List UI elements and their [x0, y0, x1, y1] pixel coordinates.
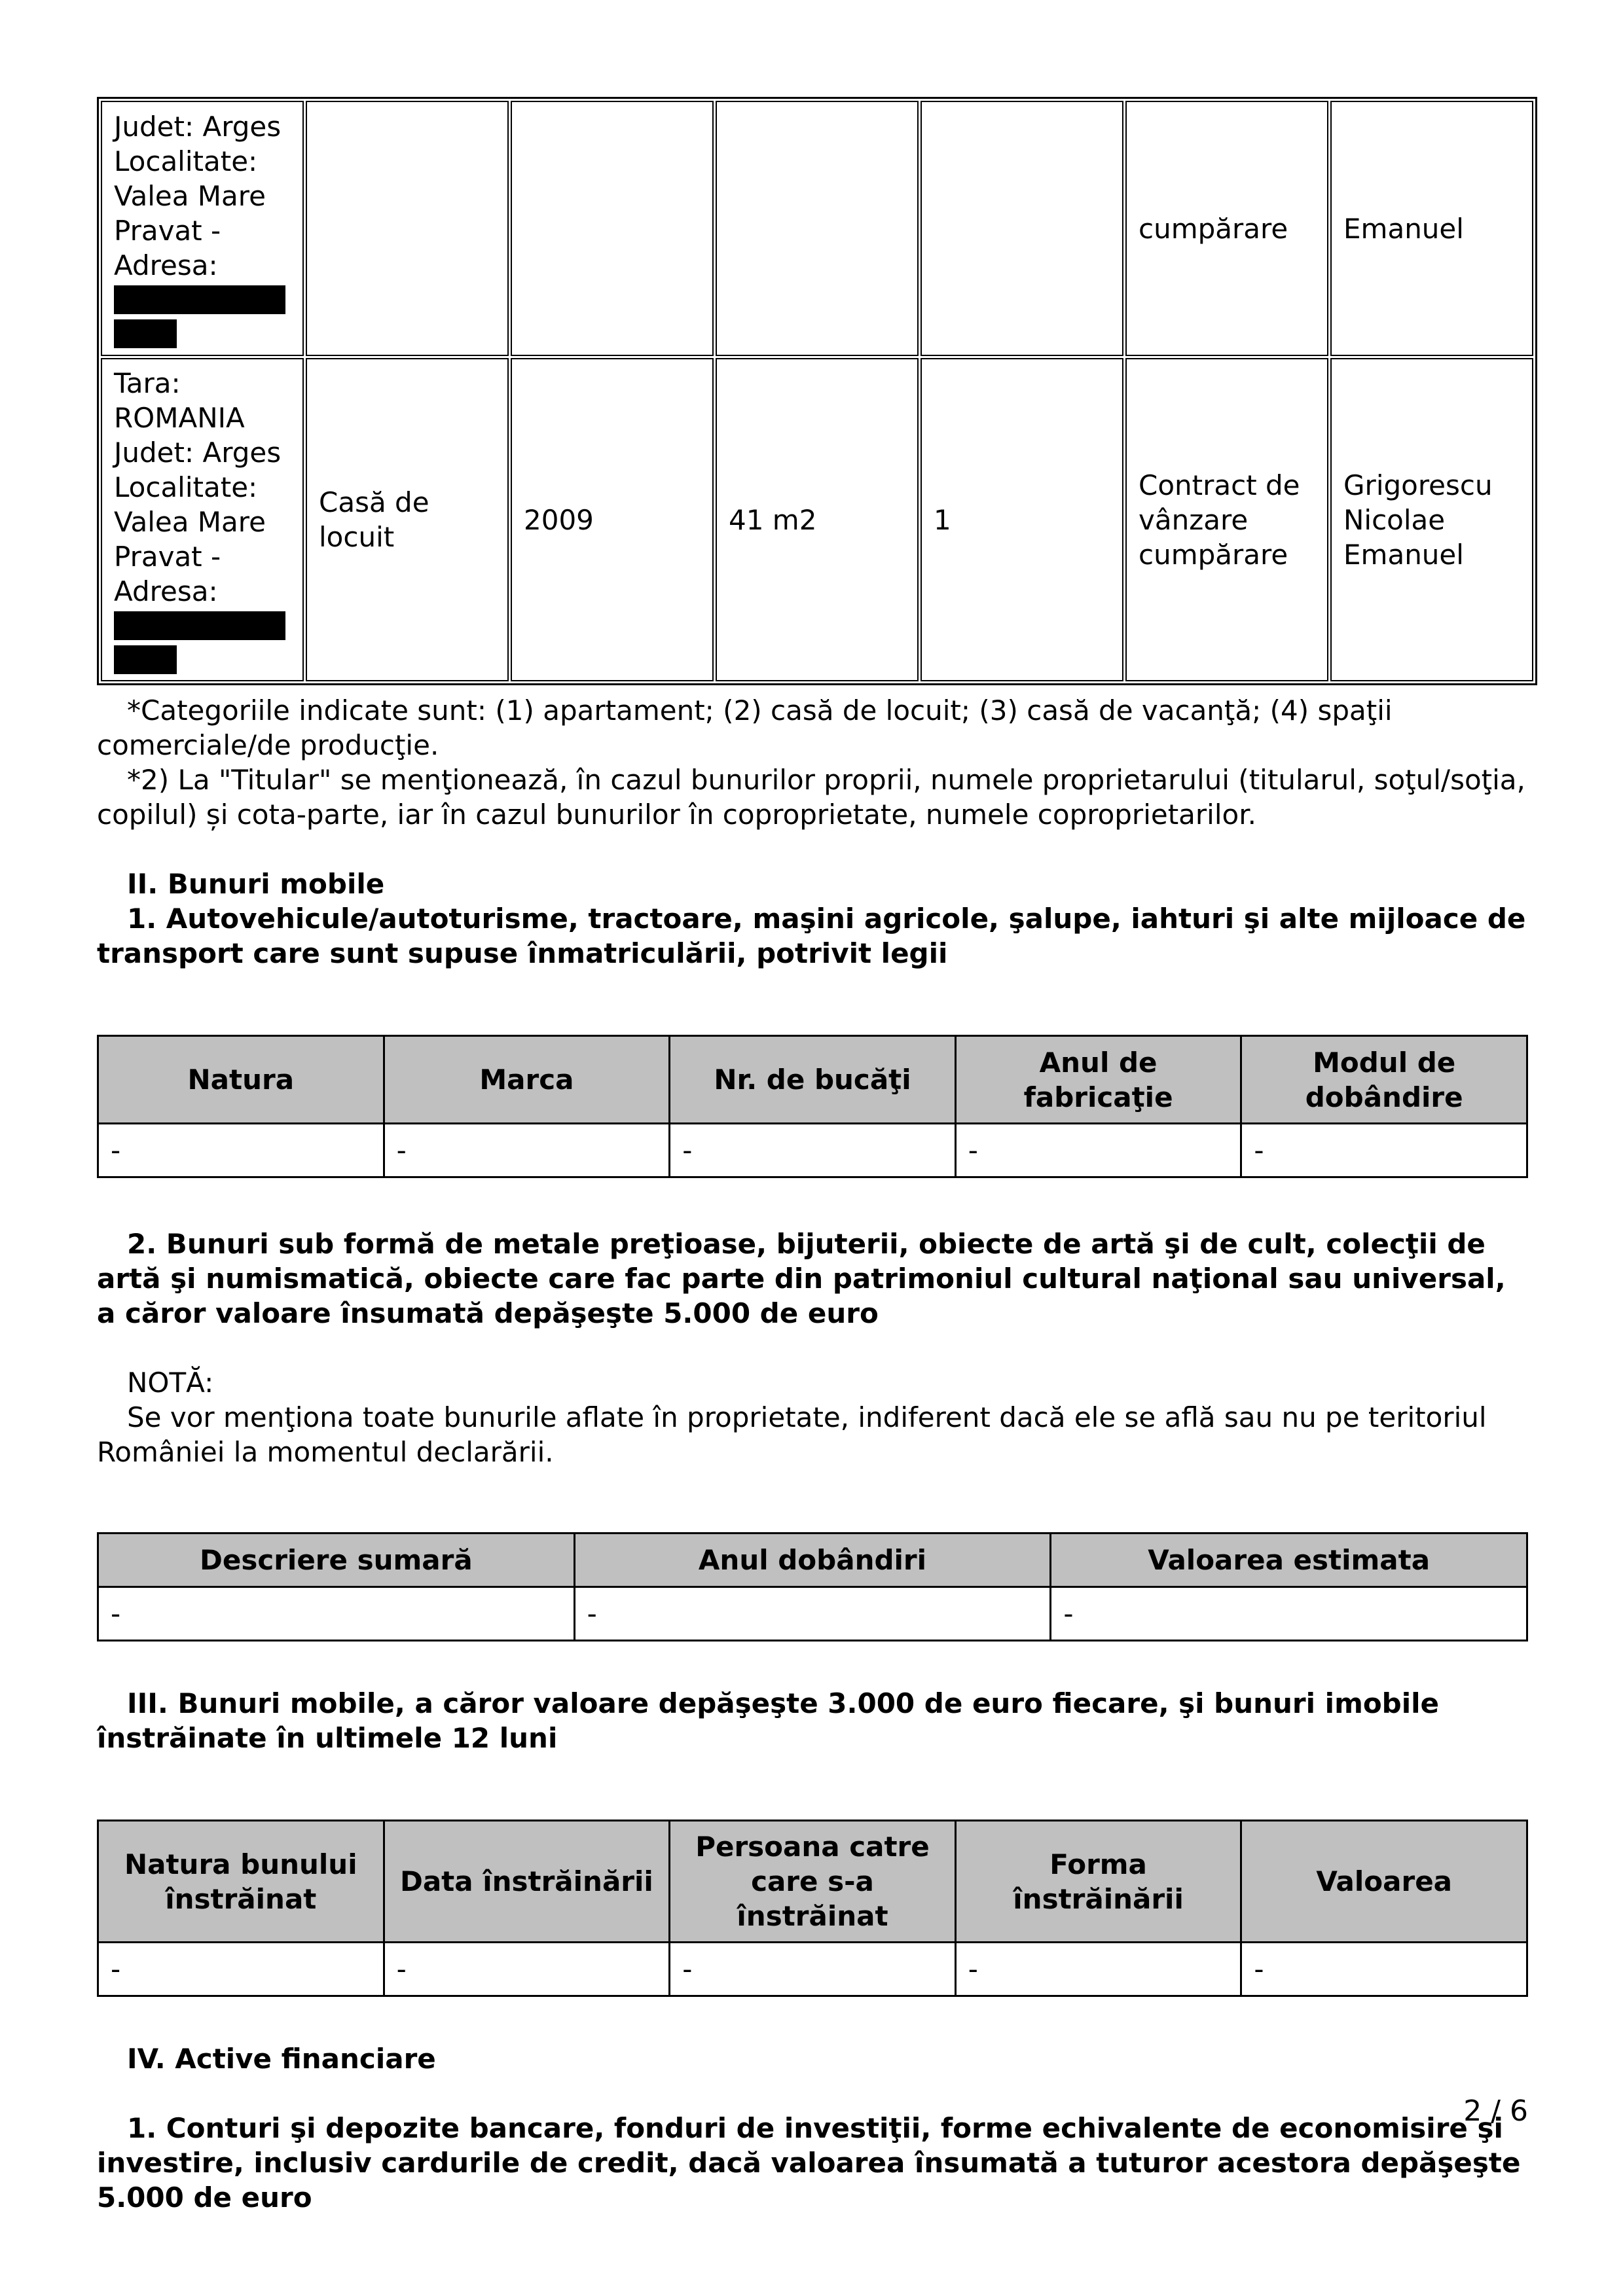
acquisition-cell: Contract de vânzare cumpărare	[1125, 358, 1328, 681]
table-header-row	[98, 1821, 1527, 1943]
page-number: 2 / 6	[1463, 2094, 1528, 2128]
year-cell: 2009	[511, 358, 714, 681]
area-cell	[716, 101, 919, 356]
area-cell: 41 m2	[716, 358, 919, 681]
subsection-heading: 1. Autovehicule/autoturisme, tractoare, maşini agricole, şalupe, iahturi şi alte mijloace de transport care sunt supuse înmatriculării, potrivit legii	[97, 903, 1526, 969]
nota-text: Se vor menţiona toate bunurile aflate în proprietate, indiferent dacă ele se află sau nu pe teritoriul României la momentul declarării.	[97, 1401, 1487, 1468]
table-cell: -	[98, 1124, 384, 1177]
subsection-heading: 1. Conturi şi depozite bancare, fonduri de investiţii, forme echivalente de economisire şi investire, inclusiv cardurile de credit, dacă valoarea însumată a tuturor acestora depăşeşte 5.000 de euro	[97, 2112, 1521, 2214]
table-cell: -	[384, 1943, 670, 1996]
table-row	[101, 101, 1533, 356]
section-heading: II. Bunuri mobile	[127, 868, 385, 900]
address-line: Judet: Arges	[114, 110, 282, 143]
table-cell: -	[1241, 1943, 1527, 1996]
table-cell: -	[98, 1587, 575, 1641]
column-header: Descriere sumară	[98, 1534, 575, 1587]
redaction-bar	[114, 319, 177, 348]
table-cell: -	[574, 1587, 1051, 1641]
alienated-goods-table	[97, 1820, 1528, 1997]
address-line: Valea Mare	[114, 505, 266, 538]
address-cell	[101, 101, 304, 356]
table-row	[98, 1943, 1527, 1996]
table-cell: -	[670, 1943, 956, 1996]
address-line: Adresa:	[114, 575, 218, 607]
table-cell: -	[1051, 1587, 1527, 1641]
valuables-table	[97, 1532, 1528, 1641]
column-header: Anul de fabricaţie	[955, 1036, 1241, 1124]
table-row	[98, 1124, 1527, 1177]
column-header: Marca	[384, 1036, 670, 1124]
share-cell: 1	[921, 358, 1123, 681]
year-cell	[511, 101, 714, 356]
nota-label: NOTĂ:	[127, 1367, 214, 1399]
table-cell: -	[384, 1124, 670, 1177]
section-heading: IV. Active financiare	[127, 2043, 436, 2075]
address-line: Pravat -	[114, 540, 221, 573]
address-line: Localitate:	[114, 471, 258, 503]
table-row	[98, 1587, 1527, 1641]
column-header: Natura	[98, 1036, 384, 1124]
column-header: Nr. de bucăţi	[670, 1036, 956, 1124]
subsection-heading: 2. Bunuri sub formă de metale preţioase, bijuterii, obiecte de artă şi de cult, colecţii de artă şi numismatică, obiecte care fac parte din patrimoniul cultural naţional sau universal, a căror valoare însumată depăşeşte 5.000 de euro	[97, 1228, 1506, 1329]
address-line: ROMANIA	[114, 401, 245, 434]
address-line: Judet: Arges	[114, 436, 282, 469]
column-header: Natura bunului înstrăinat	[98, 1821, 384, 1943]
footnote-categories: *Categoriile indicate sunt: (1) apartament; (2) casă de locuit; (3) casă de vacanţă; (4) spaţii comerciale/de producţie.	[97, 694, 1393, 761]
vehicles-table	[97, 1035, 1528, 1178]
document-page	[97, 97, 1528, 2215]
table-cell: -	[98, 1943, 384, 1996]
column-header: Forma înstrăinării	[955, 1821, 1241, 1943]
address-line: Adresa:	[114, 249, 218, 281]
redaction-bar	[114, 645, 177, 674]
column-header: Valoarea estimata	[1051, 1534, 1527, 1587]
share-cell	[921, 101, 1123, 356]
column-header: Modul de dobândire	[1241, 1036, 1527, 1124]
acquisition-cell: cumpărare	[1125, 101, 1328, 356]
table-cell: -	[1241, 1124, 1527, 1177]
category-cell: Casă de locuit	[306, 358, 509, 681]
redaction-bar	[114, 611, 285, 640]
column-header: Data înstrăinării	[384, 1821, 670, 1943]
category-cell	[306, 101, 509, 356]
address-line: Tara:	[114, 367, 181, 399]
table-header-row	[98, 1534, 1527, 1587]
footnote-titular: *2) La "Titular" se menţionează, în cazul bunurilor proprii, numele proprietarului (titularul, soţul/soţia, copilul) și cota-parte, iar în cazul bunurilor în coproprietate, numele coproprietarilor.	[97, 764, 1525, 831]
table-cell: -	[955, 1943, 1241, 1996]
column-header: Anul dobândiri	[574, 1534, 1051, 1587]
address-cell	[101, 358, 304, 681]
section-heading: III. Bunuri mobile, a căror valoare depăşeşte 3.000 de euro fiecare, şi bunuri imobile înstrăinate în ultimele 12 luni	[97, 1687, 1440, 1754]
address-line: Localitate:	[114, 145, 258, 177]
owner-cell: Grigorescu Nicolae Emanuel	[1330, 358, 1533, 681]
redaction-bar	[114, 285, 285, 314]
column-header: Persoana catre care s-a înstrăinat	[670, 1821, 956, 1943]
table-row	[101, 358, 1533, 681]
owner-cell: Emanuel	[1330, 101, 1533, 356]
table-header-row	[98, 1036, 1527, 1124]
property-table	[97, 97, 1537, 685]
table-cell: -	[670, 1124, 956, 1177]
address-line: Pravat -	[114, 214, 221, 247]
table-cell: -	[955, 1124, 1241, 1177]
address-line: Valea Mare	[114, 179, 266, 212]
column-header: Valoarea	[1241, 1821, 1527, 1943]
